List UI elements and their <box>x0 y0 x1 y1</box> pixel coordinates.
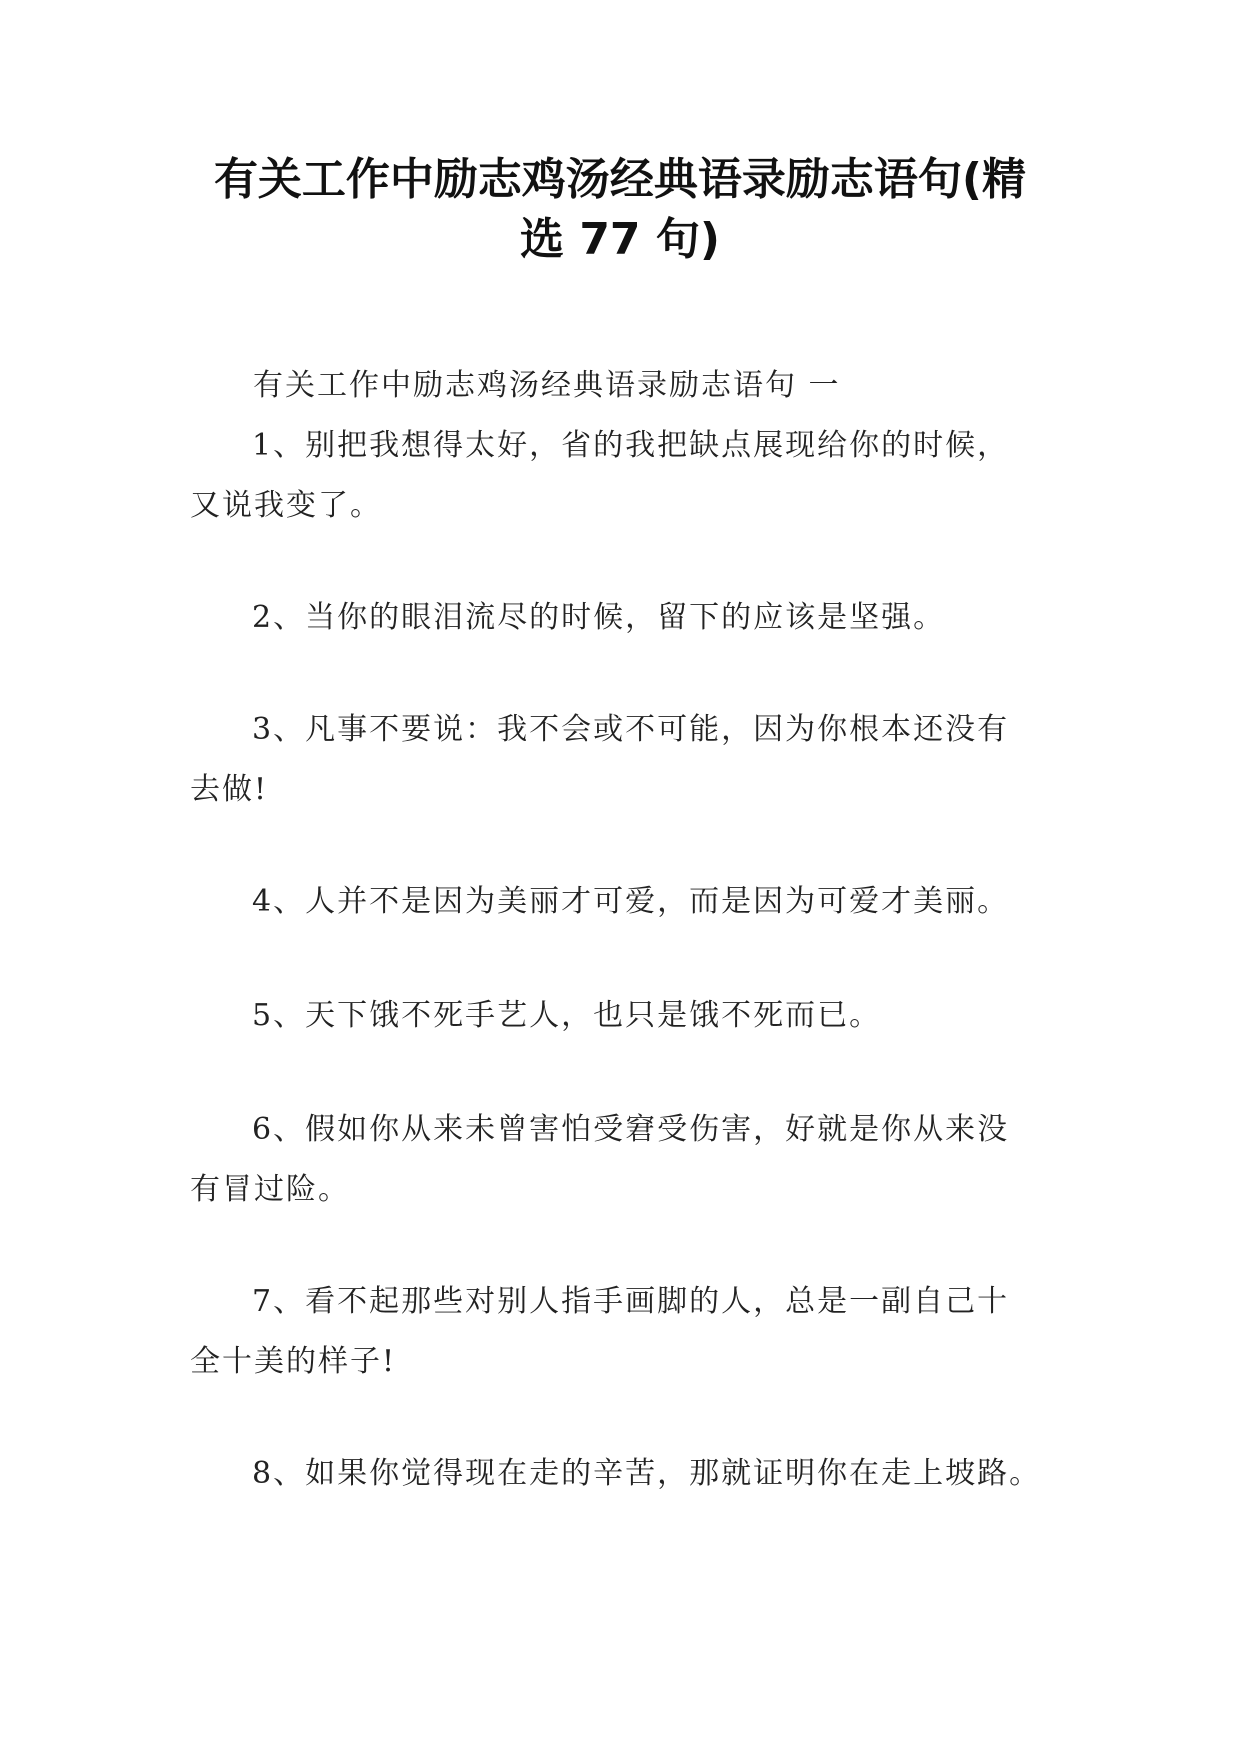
quote-line: 5、天下饿不死手艺人，也只是饿不死而已。 <box>252 998 882 1033</box>
quote-line: 6、假如你从来未曾害怕受窘受伤害，好就是你从来没 <box>252 1112 1010 1147</box>
quote-item-8 <box>190 1444 1070 1504</box>
quote-line: 有冒过险。 <box>190 1172 350 1207</box>
section-heading: 有关工作中励志鸡汤经典语录励志语句 一 <box>253 368 841 403</box>
quote-line: 2、当你的眼泪流尽的时候，留下的应该是坚强。 <box>252 600 946 635</box>
quote-line: 1、别把我想得太好，省的我把缺点展现给你的时候， <box>252 428 1010 463</box>
quote-item-3 <box>190 700 1070 820</box>
title-line-2: 选 77 句) <box>520 214 720 265</box>
quote-item-4 <box>190 872 1070 932</box>
quote-item-7 <box>190 1272 1070 1392</box>
title-line-1: 有关工作中励志鸡汤经典语录励志语句(精 <box>213 154 1027 205</box>
document-title <box>180 150 1060 270</box>
quote-line: 8、如果你觉得现在走的辛苦，那就证明你在走上坡路。 <box>252 1456 1042 1491</box>
quote-item-2 <box>190 588 1070 648</box>
quote-line: 7、看不起那些对别人指手画脚的人，总是一副自己十 <box>252 1284 1010 1319</box>
quote-item-5 <box>190 986 1070 1046</box>
quote-item-6 <box>190 1100 1070 1220</box>
quote-line: 全十美的样子! <box>190 1344 397 1379</box>
quote-line: 去做! <box>190 772 269 807</box>
quote-item-1 <box>190 416 1070 536</box>
quote-line: 4、人并不是因为美丽才可爱，而是因为可爱才美丽。 <box>252 884 1010 919</box>
quote-line: 又说我变了。 <box>190 488 382 523</box>
quote-line: 3、凡事不要说：我不会或不可能，因为你根本还没有 <box>252 712 1010 747</box>
